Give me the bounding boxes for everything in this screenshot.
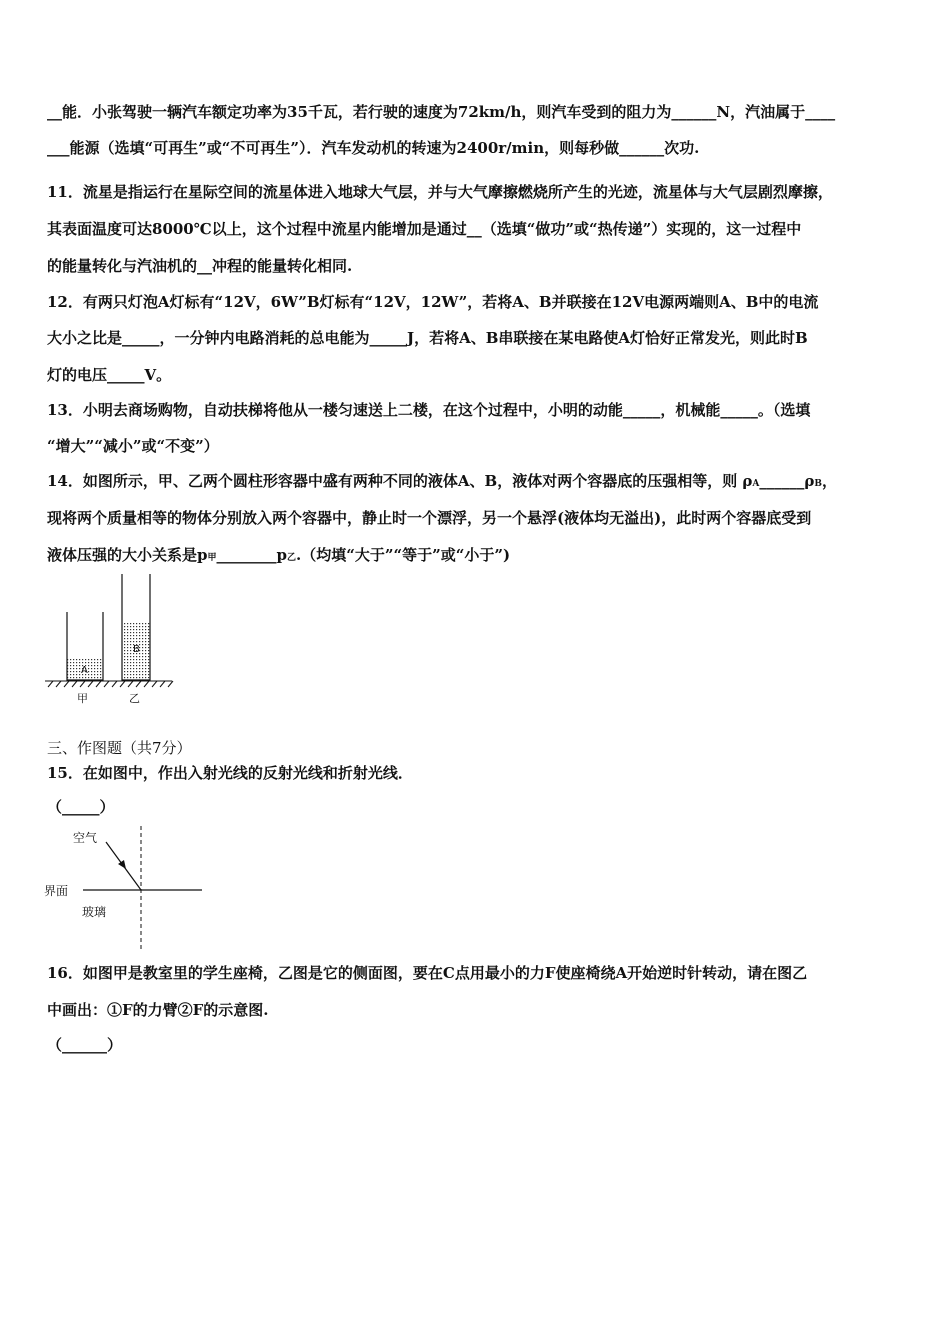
section3-title: 三、作图题（共7分） — [47, 739, 192, 757]
q11-line2: 其表面温度可达8000℃以上，这个过程中流星内能增加是通过__（选填“做功”或“热传递”）实现的，这一过程中 — [47, 220, 802, 238]
q10-line2: ___能源（选填“可再生”或“不可再生”）．汽车发动机的转速为2400r/min，则每秒做______次功. — [47, 139, 700, 157]
arrowhead-icon — [118, 860, 126, 869]
q14-line1 — [47, 471, 907, 494]
q14-containers-figure — [40, 572, 190, 712]
q15-answer-blank: （_____） — [47, 798, 115, 816]
q12-line3: 灯的电压_____V。 — [47, 366, 172, 384]
q14-line3 — [47, 545, 907, 568]
label-interface: 界面 — [44, 884, 69, 898]
q13-line1: 13．小明去商场购物，自动扶梯将他从一楼匀速送上二楼，在这个过程中，小明的动能_____，机械能_____。（选填 — [47, 401, 811, 419]
q16-answer-blank: （______） — [47, 1036, 123, 1054]
container-jia — [67, 612, 103, 680]
q14-line2: 现将两个质量相等的物体分别放入两个容器中，静止时一个漂浮，另一个悬浮(液体均无溢出)，此时两个容器底受到 — [47, 509, 812, 527]
q14-p-jia-subscript: 甲 — [207, 553, 217, 563]
q14-rho-b-subscript: B — [814, 479, 822, 489]
label-glass: 玻璃 — [82, 905, 107, 919]
q14-rho-a-subscript: A — [752, 479, 760, 489]
q14-p-yi-subscript: 乙 — [287, 553, 297, 563]
label-a: A — [81, 665, 88, 676]
q14-line3-text-b: ________p — [216, 546, 288, 564]
q11-line1: 11．流星是指运行在星际空间的流星体进入地球大气层，并与大气摩擦燃烧所产生的光迹，流星体与大气层剧烈摩擦， — [47, 183, 833, 201]
q10-line1: __能．小张驾驶一辆汽车额定功率为35千瓦，若行驶的速度为72km/h，则汽车受到的阻力为______N，汽油属于____ — [47, 103, 836, 121]
caption-jia: 甲 — [77, 692, 88, 705]
label-air: 空气 — [73, 831, 98, 845]
q12-line1: 12．有两只灯泡A灯标有“12V，6W”B灯标有“12V，12W”，若将A、B并联接在12V电源两端则A、B中的电流 — [47, 293, 819, 311]
q14-line3-text-a: 液体压强的大小关系是p — [47, 546, 208, 564]
q14-line1-text-c: ， — [821, 472, 837, 490]
caption-yi: 乙 — [129, 692, 140, 705]
q16-line1: 16．如图甲是教室里的学生座椅，乙图是它的侧面图，要在C点用最小的力F使座椅绕A开始逆时针转动，请在图乙 — [47, 964, 808, 982]
q14-line3-text-c: .（均填“大于”“等于”或“小于”) — [296, 546, 511, 564]
q11-line3: 的能量转化与汽油机的__冲程的能量转化相同. — [47, 257, 353, 275]
q13-line2: “增大”“减小”或“不变”） — [47, 437, 219, 455]
ground — [45, 681, 173, 687]
q14-line1-text-a: 14．如图所示，甲、乙两个圆柱形容器中盛有两种不同的液体A、B，液体对两个容器底的压强相等，则 ρ — [47, 472, 753, 490]
q14-line1-text-b: ______ρ — [759, 472, 815, 490]
q12-line2: 大小之比是_____，一分钟内电路消耗的总电能为_____J，若将A、B串联接在某电路使A灯恰好正常发光，则此时B — [47, 329, 808, 347]
q15-line1: 15．在如图中，作出入射光线的反射光线和折射光线． — [47, 764, 413, 782]
label-b: B — [133, 644, 140, 655]
q15-light-ray-figure — [40, 822, 220, 952]
container-yi — [122, 574, 150, 680]
q16-line2: 中画出：①F的力臂②F的示意图. — [47, 1001, 269, 1019]
